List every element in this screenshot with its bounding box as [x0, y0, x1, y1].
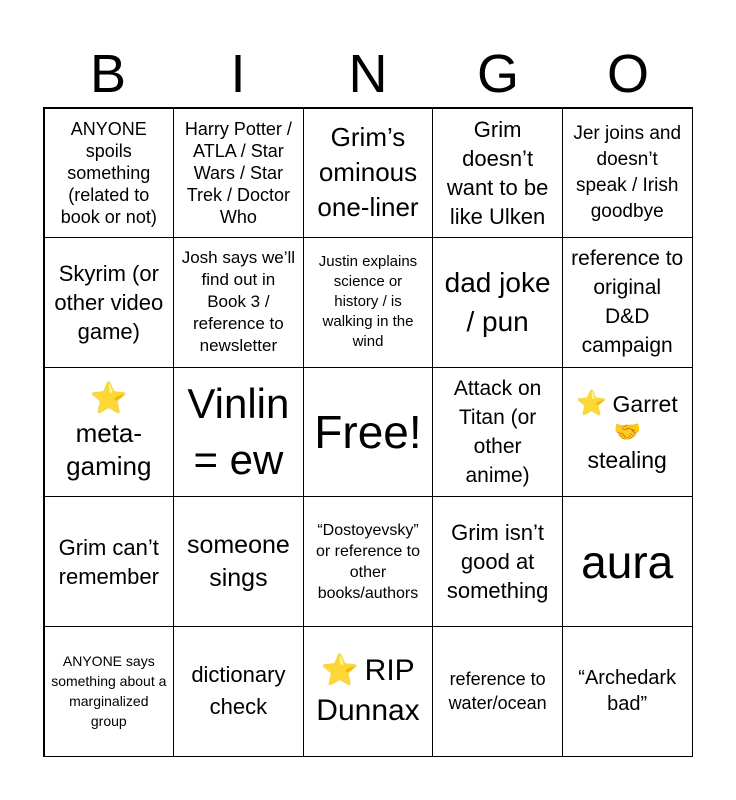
- cell-label: Attack on Titan (or other anime): [453, 376, 542, 487]
- header-letter-o: O: [606, 44, 649, 104]
- cell-label: ANYONE says something about a marginalized group: [51, 653, 167, 730]
- bingo-cell-1-1[interactable]: [44, 108, 175, 239]
- bingo-cell-2-5[interactable]: [562, 237, 693, 368]
- bingo-cell-4-1[interactable]: [44, 496, 175, 627]
- bingo-cell-4-2[interactable]: [173, 496, 304, 627]
- header-letter-i: I: [230, 44, 246, 104]
- cell-label: meta-gaming: [66, 417, 152, 481]
- cell-label: Grim can’t remember: [58, 534, 159, 589]
- bingo-cell-5-2[interactable]: [173, 626, 304, 757]
- bingo-cell-1-2[interactable]: [173, 108, 304, 239]
- cell-label: Grim isn’t good at something: [446, 520, 549, 604]
- cell-label: Grim’s ominous one-liner: [317, 122, 419, 223]
- bingo-cell-1-4[interactable]: [432, 108, 563, 239]
- cell-label: Justin explains science or history / is walking in the wind: [318, 253, 418, 351]
- cell-label: Josh says we’ll find out in Book 3 / reference to newsletter: [181, 248, 296, 356]
- cell-row-top: [577, 389, 678, 419]
- header-letter-b: B: [89, 44, 127, 104]
- bingo-cell-2-4[interactable]: [432, 237, 563, 368]
- bingo-cell-5-5[interactable]: [562, 626, 693, 757]
- cell-label: “Archedark bad”: [578, 667, 677, 716]
- cell-label: someone sings: [186, 530, 290, 592]
- header-letter-n: N: [348, 44, 388, 104]
- bingo-cell-1-5[interactable]: [562, 108, 693, 239]
- bingo-cell-3-2[interactable]: [173, 367, 304, 498]
- bingo-cell-1-3[interactable]: [303, 108, 434, 239]
- bingo-cell-2-2[interactable]: [173, 237, 304, 368]
- bingo-cell-5-1[interactable]: [44, 626, 175, 757]
- star-icon: ⭐: [321, 654, 359, 688]
- bingo-grid: [43, 107, 693, 757]
- star-icon: ⭐: [90, 381, 128, 415]
- star-icon: ⭐: [576, 389, 607, 417]
- bingo-cell-3-4[interactable]: [432, 367, 563, 498]
- cell-label: Harry Potter / ATLA / Star Wars / Star Trek / Doctor Who: [184, 118, 292, 227]
- cell-label: Vinlin = ew: [187, 379, 290, 483]
- cell-label: Skyrim (or other video game): [54, 260, 164, 344]
- bingo-cell-3-5[interactable]: [562, 367, 693, 498]
- bingo-header: [43, 40, 693, 108]
- bingo-cell-2-1[interactable]: [44, 237, 175, 368]
- cell-label-b: Dunnax: [316, 694, 420, 728]
- cell-label: ANYONE spoils something (related to book or not): [60, 118, 157, 227]
- bingo-cell-4-5[interactable]: [562, 496, 693, 627]
- free-space-label: Free!: [314, 405, 422, 458]
- cell-label: aura: [581, 535, 674, 588]
- bingo-cell-3-3[interactable]: [303, 367, 434, 498]
- cell-label: Jer joins and doesn’t speak / Irish goodbye: [573, 122, 682, 222]
- header-letter-g: G: [476, 44, 519, 104]
- bingo-cell-4-3[interactable]: [303, 496, 434, 627]
- cell-label: dad joke / pun: [444, 267, 551, 338]
- cell-label: dictionary check: [191, 662, 286, 720]
- bingo-cell-5-3[interactable]: [303, 626, 434, 757]
- handshake-icon: 🤝: [613, 418, 641, 444]
- cell-label: Grim doesn’t want to be like Ulken: [446, 116, 549, 229]
- cell-label-a: RIP: [364, 654, 415, 688]
- bingo-cell-3-1[interactable]: [44, 367, 175, 498]
- cell-label: “Dostoyevsky” or reference to other books/authors: [315, 521, 421, 602]
- bingo-cell-5-4[interactable]: [432, 626, 563, 757]
- cell-row-top: [321, 651, 414, 691]
- cell-label: reference to original D&D campaign: [571, 247, 684, 358]
- cell-label: reference to water/ocean: [448, 669, 547, 714]
- bingo-cell-4-4[interactable]: [432, 496, 563, 627]
- bingo-cell-2-3[interactable]: [303, 237, 434, 368]
- cell-label-b: stealing: [587, 446, 667, 473]
- cell-label-a: Garret: [612, 390, 678, 417]
